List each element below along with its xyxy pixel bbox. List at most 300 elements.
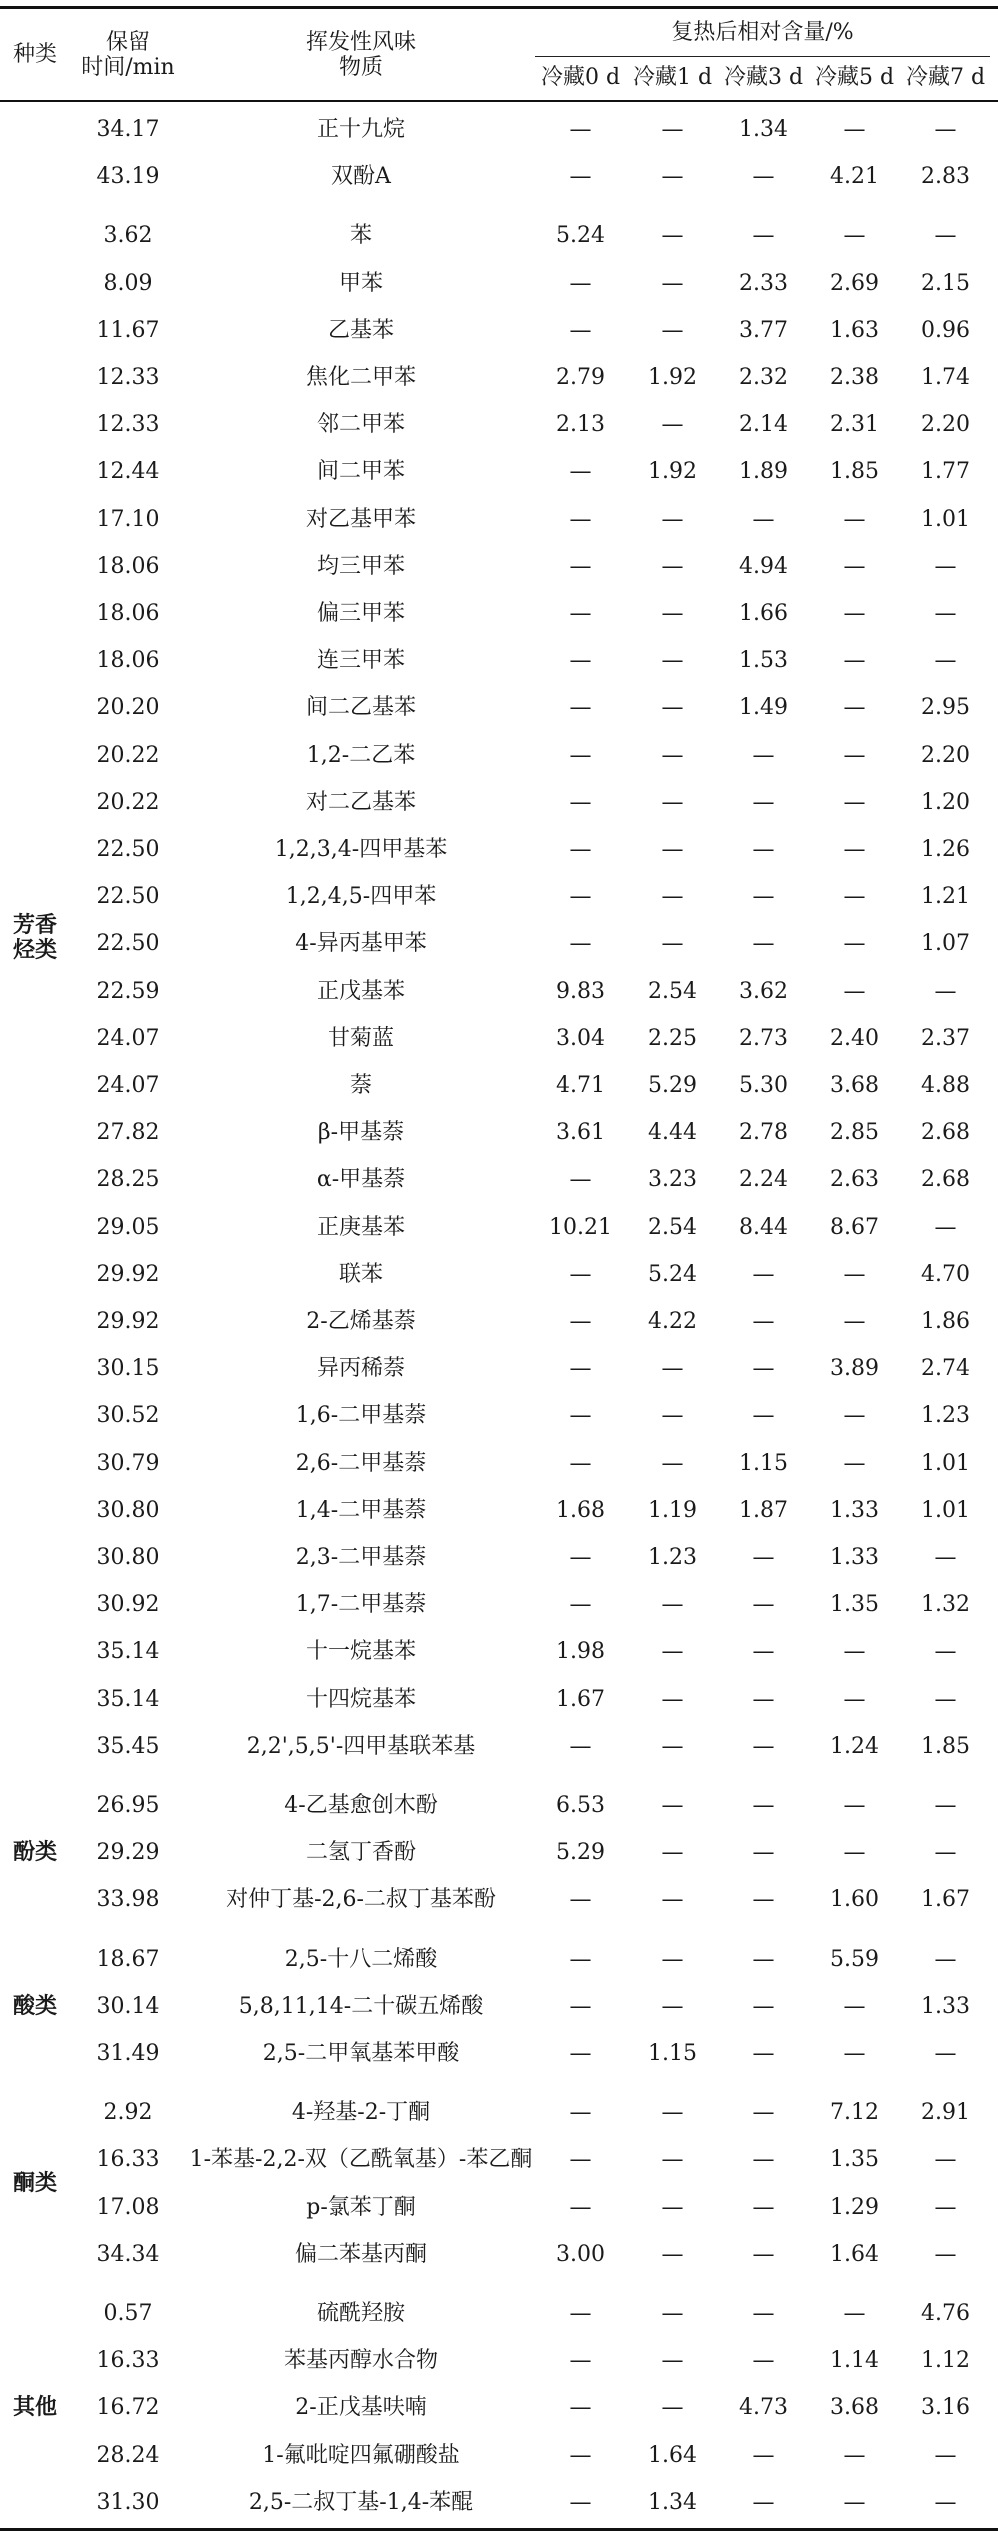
- value-cell-day-3: 2.85: [830, 1120, 879, 1146]
- bottom-rule: [0, 2528, 998, 2531]
- value-cell-day-2: —: [752, 2241, 775, 2267]
- retention-time-cell: 26.95: [96, 1792, 160, 1818]
- value-cell-day-3: 1.14: [830, 2348, 879, 2374]
- value-cell-day-4: —: [934, 978, 957, 1004]
- retention-time-cell: 18.67: [96, 1946, 160, 1972]
- retention-time-cell: 35.14: [96, 1686, 160, 1712]
- value-cell-day-1: —: [661, 270, 684, 296]
- value-cell-day-4: 1.07: [921, 931, 970, 957]
- value-cell-day-4: 1.77: [921, 459, 970, 485]
- value-cell-day-2: —: [752, 931, 775, 957]
- category-label-line: 芳香: [12, 911, 57, 938]
- value-cell-day-1: —: [661, 695, 684, 721]
- value-cell-day-3: —: [843, 931, 866, 957]
- retention-time-cell: 18.06: [96, 553, 160, 579]
- retention-time-cell: 20.22: [96, 742, 160, 768]
- value-cell-day-1: —: [661, 2348, 684, 2374]
- retention-time-cell: 30.14: [96, 1993, 160, 2019]
- value-cell-day-0: —: [569, 2489, 592, 2515]
- category-label-line: 酮类: [12, 2169, 57, 2196]
- header-rule: [0, 100, 998, 102]
- value-cell-day-4: —: [934, 600, 957, 626]
- compound-name-cell: 萘: [349, 1072, 372, 1098]
- retention-time-cell: 30.79: [96, 1450, 160, 1476]
- retention-time-cell: 30.80: [96, 1544, 160, 1570]
- value-cell-day-3: 4.21: [830, 164, 879, 190]
- compound-name-cell: 对二乙基苯: [305, 789, 416, 815]
- category-label: [0, 2089, 70, 2278]
- value-cell-day-4: 2.74: [921, 1356, 970, 1382]
- value-cell-day-3: —: [843, 648, 866, 674]
- value-cell-day-3: —: [843, 1308, 866, 1334]
- value-cell-day-1: —: [661, 1686, 684, 1712]
- value-cell-day-0: —: [569, 2442, 592, 2468]
- value-cell-day-2: 2.73: [739, 1025, 788, 1051]
- retention-time-cell: 22.50: [96, 931, 160, 957]
- compound-name-cell: 1,6-二甲基萘: [295, 1403, 427, 1429]
- value-cell-day-3: 1.24: [830, 1733, 879, 1759]
- value-cell-day-2: —: [752, 2442, 775, 2468]
- retention-time-cell: 22.59: [96, 978, 160, 1004]
- value-cell-day-1: —: [661, 1356, 684, 1382]
- value-cell-day-2: —: [752, 2300, 775, 2326]
- value-cell-day-0: 5.29: [556, 1840, 605, 1866]
- value-cell-day-3: —: [843, 506, 866, 532]
- value-cell-day-3: —: [843, 1639, 866, 1665]
- value-cell-day-1: 1.92: [648, 459, 697, 485]
- value-cell-day-3: 7.12: [830, 2100, 879, 2126]
- compound-name-cell: 双酚A: [331, 164, 391, 190]
- value-cell-day-1: —: [661, 1733, 684, 1759]
- value-cell-day-3: —: [843, 1993, 866, 2019]
- value-cell-day-0: —: [569, 1946, 592, 1972]
- compound-name-cell: 4-异丙基甲苯: [295, 931, 427, 957]
- value-cell-day-2: 2.32: [739, 364, 788, 390]
- compound-name-cell: 偏二苯基丙酮: [294, 2241, 427, 2267]
- value-cell-day-4: 1.12: [921, 2348, 970, 2374]
- value-cell-day-4: —: [934, 1544, 957, 1570]
- value-cell-day-0: —: [569, 2348, 592, 2374]
- value-cell-day-4: 2.20: [921, 412, 970, 438]
- value-cell-day-3: 1.35: [830, 2147, 879, 2173]
- value-cell-day-0: —: [569, 1261, 592, 1287]
- value-cell-day-0: —: [569, 884, 592, 910]
- value-cell-day-2: —: [752, 789, 775, 815]
- value-cell-day-0: 4.71: [556, 1072, 605, 1098]
- value-cell-day-3: 2.40: [830, 1025, 879, 1051]
- compound-name-cell: β-甲基萘: [317, 1120, 405, 1146]
- compound-name-cell: 正戊基苯: [316, 978, 405, 1004]
- value-cell-day-4: —: [934, 2489, 957, 2515]
- value-cell-day-0: —: [569, 2147, 592, 2173]
- compound-name-cell: 十一烷基苯: [305, 1639, 416, 1665]
- retention-time-cell: 34.34: [96, 2241, 160, 2267]
- value-cell-day-2: 3.62: [739, 978, 788, 1004]
- value-cell-day-3: 1.35: [830, 1592, 879, 1618]
- compound-name-cell: 2,3-二甲基萘: [295, 1544, 427, 1570]
- compound-name-cell: 甲苯: [338, 270, 383, 296]
- retention-time-cell: 29.05: [96, 1214, 160, 1240]
- value-cell-day-0: —: [569, 317, 592, 343]
- value-cell-day-3: —: [843, 789, 866, 815]
- compound-name-cell: 异丙稀萘: [316, 1356, 405, 1382]
- value-cell-day-3: —: [843, 1261, 866, 1287]
- value-cell-day-4: 1.26: [921, 836, 970, 862]
- header-compound: 挥发性风味 物质: [305, 29, 416, 80]
- compound-name-cell: 正庚基苯: [316, 1214, 405, 1240]
- value-cell-day-2: 2.14: [739, 412, 788, 438]
- value-cell-day-2: —: [752, 1733, 775, 1759]
- compound-name-cell: 间二甲苯: [316, 459, 405, 485]
- value-cell-day-2: —: [752, 1356, 775, 1382]
- compound-name-cell: 甘菊蓝: [327, 1025, 394, 1051]
- value-cell-day-1: 3.23: [648, 1167, 697, 1193]
- value-cell-day-3: 1.33: [830, 1497, 879, 1523]
- value-cell-day-0: —: [569, 931, 592, 957]
- value-cell-day-2: 5.30: [739, 1072, 788, 1098]
- value-cell-day-1: —: [661, 1993, 684, 2019]
- retention-time-cell: 28.24: [96, 2442, 160, 2468]
- value-cell-day-2: —: [752, 1792, 775, 1818]
- value-cell-day-1: 1.64: [648, 2442, 697, 2468]
- value-cell-day-0: —: [569, 1403, 592, 1429]
- value-cell-day-2: 1.34: [739, 116, 788, 142]
- retention-time-cell: 30.92: [96, 1592, 160, 1618]
- category-label: [0, 106, 70, 1770]
- value-cell-day-3: 2.31: [830, 412, 879, 438]
- value-cell-day-0: —: [569, 1887, 592, 1913]
- retention-time-cell: 18.06: [96, 648, 160, 674]
- value-cell-day-3: 5.59: [830, 1946, 879, 1972]
- header-retention-time: 保留 时间/min: [81, 29, 175, 80]
- value-cell-day-3: —: [843, 2040, 866, 2066]
- category-label: [0, 2290, 70, 2526]
- compound-name-cell: 苯基丙醇水合物: [283, 2348, 438, 2374]
- value-cell-day-4: 2.20: [921, 742, 970, 768]
- value-cell-day-2: —: [752, 2194, 775, 2220]
- compound-name-cell: 间二乙基苯: [305, 695, 416, 721]
- compound-name-cell: 1,7-二甲基萘: [295, 1592, 427, 1618]
- value-cell-day-1: 1.19: [648, 1497, 697, 1523]
- value-cell-day-1: —: [661, 412, 684, 438]
- value-cell-day-0: —: [569, 553, 592, 579]
- value-cell-day-2: 8.44: [739, 1214, 788, 1240]
- value-cell-day-3: 1.33: [830, 1544, 879, 1570]
- retention-time-cell: 3.62: [103, 223, 153, 249]
- value-cell-day-4: 2.15: [921, 270, 970, 296]
- value-cell-day-1: —: [661, 1887, 684, 1913]
- value-cell-day-0: —: [569, 836, 592, 862]
- value-cell-day-4: —: [934, 223, 957, 249]
- value-cell-day-1: —: [661, 1403, 684, 1429]
- compound-name-cell: 邻二甲苯: [316, 412, 405, 438]
- value-cell-day-1: —: [661, 2241, 684, 2267]
- value-cell-day-4: —: [934, 648, 957, 674]
- value-cell-day-3: 1.85: [830, 459, 879, 485]
- value-cell-day-4: 2.68: [921, 1120, 970, 1146]
- value-cell-day-1: —: [661, 931, 684, 957]
- value-cell-day-4: 1.33: [921, 1993, 970, 2019]
- value-cell-day-1: —: [661, 2147, 684, 2173]
- value-cell-day-4: —: [934, 1792, 957, 1818]
- value-cell-day-4: 1.23: [921, 1403, 970, 1429]
- value-cell-day-1: —: [661, 2100, 684, 2126]
- compound-name-cell: 二氢丁香酚: [305, 1840, 416, 1866]
- value-cell-day-0: 3.00: [556, 2241, 605, 2267]
- compound-name-cell: 均三甲苯: [316, 553, 405, 579]
- value-cell-day-2: —: [752, 2348, 775, 2374]
- value-cell-day-1: 2.54: [648, 1214, 697, 1240]
- value-cell-day-2: —: [752, 742, 775, 768]
- value-cell-day-3: —: [843, 2489, 866, 2515]
- value-cell-day-3: —: [843, 836, 866, 862]
- compound-name-cell: 1-氟吡啶四氟硼酸盐: [262, 2442, 460, 2468]
- value-cell-day-0: —: [569, 695, 592, 721]
- value-cell-day-2: —: [752, 1308, 775, 1334]
- value-cell-day-0: 1.67: [556, 1686, 605, 1712]
- category-label-line: 其他: [12, 2394, 57, 2421]
- value-cell-day-0: 2.79: [556, 364, 605, 390]
- compound-name-cell: 2-乙烯基萘: [306, 1308, 416, 1334]
- value-cell-day-3: 1.63: [830, 317, 879, 343]
- value-cell-day-1: —: [661, 116, 684, 142]
- value-cell-day-3: —: [843, 1792, 866, 1818]
- value-cell-day-4: 1.01: [921, 1497, 970, 1523]
- compound-name-cell: 2,5-二叔丁基-1,4-苯醌: [248, 2489, 474, 2515]
- value-cell-day-1: —: [661, 1639, 684, 1665]
- value-cell-day-4: 1.21: [921, 884, 970, 910]
- value-cell-day-2: —: [752, 1686, 775, 1712]
- retention-time-cell: 24.07: [96, 1025, 160, 1051]
- value-cell-day-1: —: [661, 2395, 684, 2421]
- value-cell-day-0: 1.98: [556, 1639, 605, 1665]
- value-cell-day-0: —: [569, 2040, 592, 2066]
- value-cell-day-0: —: [569, 1308, 592, 1334]
- value-cell-day-3: —: [843, 695, 866, 721]
- retention-time-cell: 30.80: [96, 1497, 160, 1523]
- value-cell-day-2: —: [752, 1544, 775, 1570]
- value-cell-day-1: 1.34: [648, 2489, 697, 2515]
- value-cell-day-2: —: [752, 1639, 775, 1665]
- retention-time-cell: 31.49: [96, 2040, 160, 2066]
- compound-name-cell: 1,2-二乙苯: [306, 742, 416, 768]
- value-cell-day-0: —: [569, 1356, 592, 1382]
- category-label-line: 酚类: [12, 1839, 57, 1866]
- value-cell-day-3: —: [843, 1686, 866, 1712]
- value-cell-day-2: 1.89: [739, 459, 788, 485]
- header-day-1: 冷藏1 d: [632, 65, 713, 91]
- retention-time-cell: 24.07: [96, 1072, 160, 1098]
- value-cell-day-0: 3.61: [556, 1120, 605, 1146]
- value-cell-day-2: 1.53: [739, 648, 788, 674]
- value-cell-day-1: —: [661, 317, 684, 343]
- retention-time-cell: 20.20: [96, 695, 160, 721]
- retention-time-cell: 2.92: [103, 2100, 153, 2126]
- value-cell-day-3: —: [843, 223, 866, 249]
- value-cell-day-1: 2.54: [648, 978, 697, 1004]
- value-cell-day-0: —: [569, 1450, 592, 1476]
- value-cell-day-0: 2.13: [556, 412, 605, 438]
- value-cell-day-1: 1.23: [648, 1544, 697, 1570]
- value-cell-day-2: —: [752, 506, 775, 532]
- retention-time-cell: 16.33: [96, 2147, 160, 2173]
- value-cell-day-3: 3.68: [830, 1072, 879, 1098]
- header-day-4: 冷藏7 d: [905, 65, 986, 91]
- value-cell-day-3: 3.89: [830, 1356, 879, 1382]
- value-cell-day-1: —: [661, 648, 684, 674]
- retention-time-cell: 30.52: [96, 1403, 160, 1429]
- group-underline: [535, 56, 990, 57]
- value-cell-day-2: 1.66: [739, 600, 788, 626]
- value-cell-day-1: —: [661, 1946, 684, 1972]
- compound-name-cell: 十四烷基苯: [305, 1686, 416, 1712]
- retention-time-cell: 16.33: [96, 2348, 160, 2374]
- value-cell-day-3: 1.29: [830, 2194, 879, 2220]
- retention-time-cell: 30.15: [96, 1356, 160, 1382]
- compound-name-cell: 联苯: [338, 1261, 383, 1287]
- category-label-line: 酸类: [12, 1992, 57, 2019]
- retention-time-cell: 20.22: [96, 789, 160, 815]
- value-cell-day-4: —: [934, 2442, 957, 2468]
- header-group: 复热后相对含量/%: [671, 20, 854, 46]
- value-cell-day-4: 1.01: [921, 506, 970, 532]
- retention-time-cell: 11.67: [96, 317, 160, 343]
- retention-time-cell: 28.25: [96, 1167, 160, 1193]
- value-cell-day-4: —: [934, 2194, 957, 2220]
- retention-time-cell: 16.72: [96, 2395, 160, 2421]
- value-cell-day-2: 4.94: [739, 553, 788, 579]
- compound-name-cell: 2-正戊基呋喃: [295, 2395, 427, 2421]
- compound-name-cell: 4-乙基愈创木酚: [284, 1792, 438, 1818]
- value-cell-day-0: —: [569, 1592, 592, 1618]
- category-label: [0, 1782, 70, 1924]
- value-cell-day-0: —: [569, 164, 592, 190]
- value-cell-day-3: 3.68: [830, 2395, 879, 2421]
- value-cell-day-4: 2.83: [921, 164, 970, 190]
- value-cell-day-2: —: [752, 1946, 775, 1972]
- retention-time-cell: 27.82: [96, 1120, 160, 1146]
- compound-name-cell: 2,2',5,5'-四甲基联苯基: [246, 1733, 476, 1759]
- value-cell-day-3: 1.64: [830, 2241, 879, 2267]
- retention-time-cell: 18.06: [96, 600, 160, 626]
- value-cell-day-3: —: [843, 600, 866, 626]
- value-cell-day-1: 4.22: [648, 1308, 697, 1334]
- header-day-0: 冷藏0 d: [540, 65, 621, 91]
- value-cell-day-1: 1.15: [648, 2040, 697, 2066]
- value-cell-day-4: 2.95: [921, 695, 970, 721]
- compound-name-cell: 1,4-二甲基萘: [295, 1497, 427, 1523]
- value-cell-day-3: —: [843, 884, 866, 910]
- value-cell-day-2: —: [752, 1993, 775, 2019]
- retention-time-cell: 34.17: [96, 116, 160, 142]
- value-cell-day-0: —: [569, 648, 592, 674]
- value-cell-day-1: —: [661, 553, 684, 579]
- value-cell-day-4: 1.32: [921, 1592, 970, 1618]
- value-cell-day-3: —: [843, 2442, 866, 2468]
- compound-name-cell: 1,2,4,5-四甲苯: [285, 884, 437, 910]
- value-cell-day-1: —: [661, 884, 684, 910]
- value-cell-day-0: —: [569, 270, 592, 296]
- value-cell-day-4: —: [934, 1686, 957, 1712]
- value-cell-day-1: —: [661, 1450, 684, 1476]
- compound-name-cell: 硫酰羟胺: [316, 2300, 405, 2326]
- value-cell-day-1: —: [661, 789, 684, 815]
- retention-time-cell: 12.33: [96, 412, 160, 438]
- value-cell-day-0: 10.21: [549, 1214, 612, 1240]
- value-cell-day-1: —: [661, 2300, 684, 2326]
- value-cell-day-0: —: [569, 459, 592, 485]
- value-cell-day-4: —: [934, 116, 957, 142]
- value-cell-day-2: —: [752, 1403, 775, 1429]
- value-cell-day-1: —: [661, 1792, 684, 1818]
- compound-name-cell: 苯: [349, 223, 372, 249]
- value-cell-day-0: 5.24: [556, 223, 605, 249]
- value-cell-day-2: 4.73: [739, 2395, 788, 2421]
- compound-name-cell: 1-苯基-2,2-双（乙酰氧基）-苯乙酮: [189, 2147, 533, 2173]
- compound-name-cell: 2,6-二甲基萘: [295, 1450, 427, 1476]
- retention-time-cell: 8.09: [103, 270, 153, 296]
- value-cell-day-3: —: [843, 2300, 866, 2326]
- value-cell-day-1: —: [661, 1592, 684, 1618]
- value-cell-day-4: 2.68: [921, 1167, 970, 1193]
- retention-time-cell: 35.45: [96, 1733, 160, 1759]
- retention-time-cell: 17.08: [96, 2194, 160, 2220]
- value-cell-day-0: —: [569, 506, 592, 532]
- value-cell-day-4: —: [934, 1840, 957, 1866]
- value-cell-day-2: —: [752, 2100, 775, 2126]
- retention-time-cell: 29.92: [96, 1261, 160, 1287]
- value-cell-day-4: 3.16: [921, 2395, 970, 2421]
- value-cell-day-4: 4.76: [921, 2300, 970, 2326]
- value-cell-day-2: —: [752, 164, 775, 190]
- value-cell-day-0: —: [569, 600, 592, 626]
- value-cell-day-0: —: [569, 2300, 592, 2326]
- value-cell-day-0: 1.68: [556, 1497, 605, 1523]
- retention-time-cell: 12.44: [96, 459, 160, 485]
- retention-time-cell: 29.29: [96, 1840, 160, 1866]
- value-cell-day-2: —: [752, 1840, 775, 1866]
- value-cell-day-4: 2.37: [921, 1025, 970, 1051]
- value-cell-day-1: —: [661, 164, 684, 190]
- value-cell-day-1: —: [661, 223, 684, 249]
- value-cell-day-0: —: [569, 2194, 592, 2220]
- value-cell-day-0: —: [569, 2100, 592, 2126]
- value-cell-day-4: —: [934, 2147, 957, 2173]
- value-cell-day-0: —: [569, 742, 592, 768]
- value-cell-day-4: 1.85: [921, 1733, 970, 1759]
- value-cell-day-3: 2.63: [830, 1167, 879, 1193]
- value-cell-day-4: —: [934, 1639, 957, 1665]
- compound-name-cell: 对乙基甲苯: [305, 506, 416, 532]
- value-cell-day-2: —: [752, 2489, 775, 2515]
- value-cell-day-3: 8.67: [830, 1214, 879, 1240]
- value-cell-day-1: —: [661, 2194, 684, 2220]
- value-cell-day-4: —: [934, 2241, 957, 2267]
- top-rule: [0, 6, 998, 9]
- retention-time-cell: 17.10: [96, 506, 160, 532]
- value-cell-day-4: —: [934, 1946, 957, 1972]
- value-cell-day-3: 2.38: [830, 364, 879, 390]
- compound-name-cell: 1,2,3,4-四甲基苯: [274, 836, 448, 862]
- value-cell-day-2: 3.77: [739, 317, 788, 343]
- compound-name-cell: 偏三甲苯: [316, 600, 405, 626]
- value-cell-day-4: 2.91: [921, 2100, 970, 2126]
- value-cell-day-3: 2.69: [830, 270, 879, 296]
- compound-name-cell: α-甲基萘: [316, 1167, 406, 1193]
- value-cell-day-0: —: [569, 1733, 592, 1759]
- value-cell-day-3: —: [843, 742, 866, 768]
- value-cell-day-4: 1.74: [921, 364, 970, 390]
